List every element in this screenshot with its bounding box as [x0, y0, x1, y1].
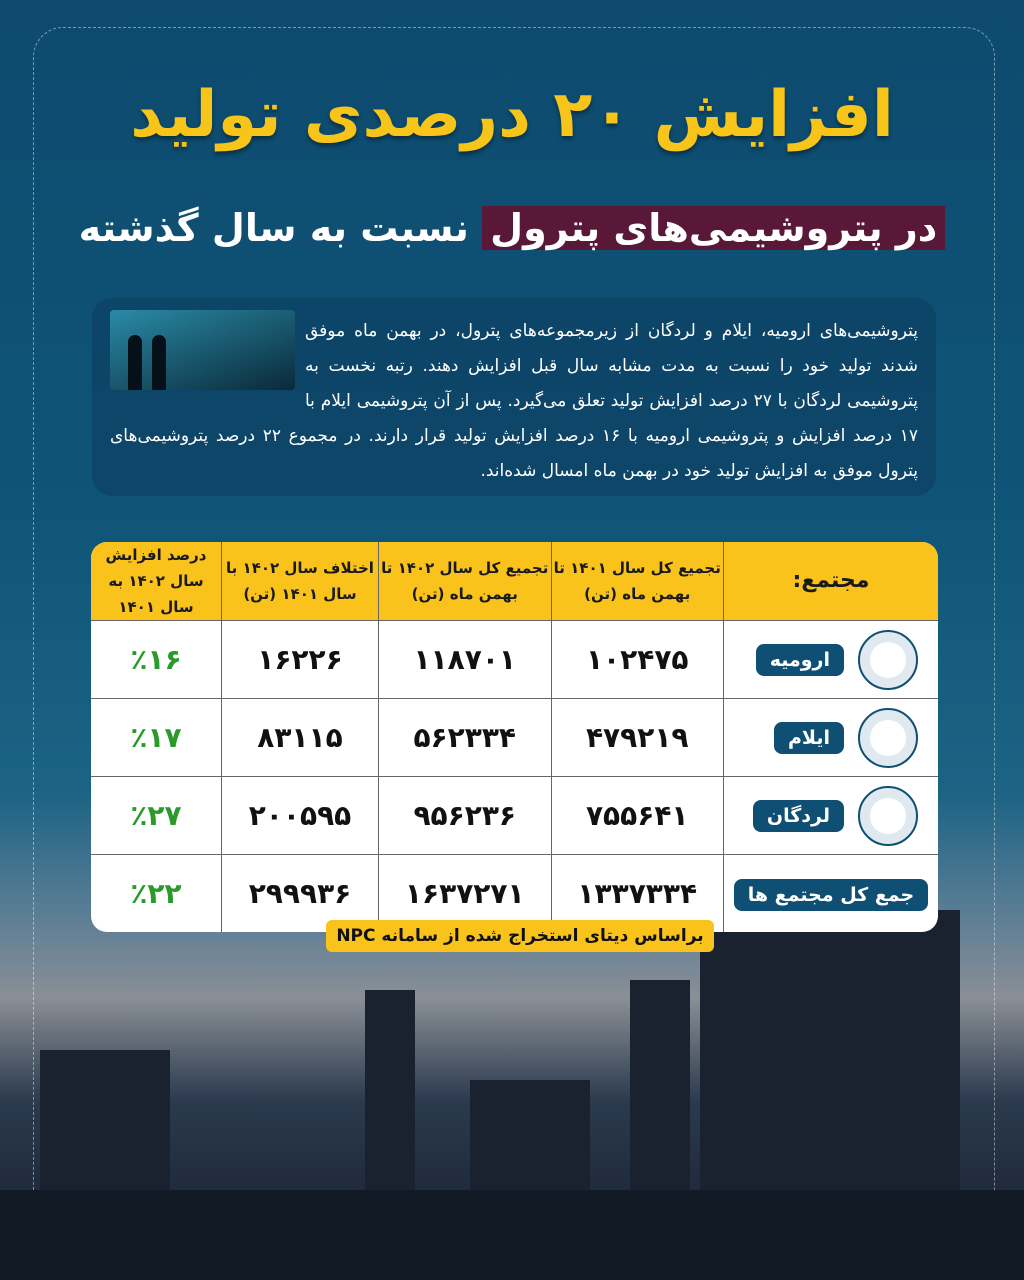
complex-name: جمع کل مجتمع ها — [734, 879, 929, 911]
value-1401: ۱۰۲۴۷۵ — [551, 620, 724, 698]
complex-cell — [723, 620, 938, 698]
subtitle-rest: نسبت به سال گذشته — [78, 206, 469, 250]
header-pct: درصد افزایش سال ۱۴۰۲ به سال ۱۴۰۱ — [91, 542, 221, 620]
intro-box — [92, 298, 936, 496]
header-1402: تجمیع کل سال ۱۴۰۲ تا بهمن ماه (تن) — [378, 542, 551, 620]
company-logo-icon — [858, 708, 918, 768]
value-pct: ٪۲۷ — [91, 776, 221, 854]
ground — [0, 1190, 1024, 1280]
complex-name: ارومیه — [756, 644, 844, 676]
table-header — [91, 542, 938, 620]
engineers-image — [110, 310, 295, 390]
complex-cell — [723, 776, 938, 854]
value-1401: ۴۷۹۲۱۹ — [551, 698, 724, 776]
value-diff: ۲۹۹۹۳۶ — [221, 854, 378, 932]
value-diff: ۱۶۲۲۶ — [221, 620, 378, 698]
table-row — [91, 620, 938, 698]
value-diff: ۲۰۰۵۹۵ — [221, 776, 378, 854]
value-diff: ۸۳۱۱۵ — [221, 698, 378, 776]
header-complex: مجتمع: — [723, 542, 938, 620]
page-subtitle — [0, 206, 1024, 250]
complex-name: ایلام — [774, 722, 844, 754]
value-pct: ٪۱۶ — [91, 620, 221, 698]
value-pct: ٪۲۲ — [91, 854, 221, 932]
company-logo-icon — [858, 786, 918, 846]
value-pct: ٪۱۷ — [91, 698, 221, 776]
company-logo-icon — [858, 630, 918, 690]
complex-cell — [723, 698, 938, 776]
header-1401: تجمیع کل سال ۱۴۰۱ تا بهمن ماه (تن) — [551, 542, 724, 620]
value-1402: ۱۱۸۷۰۱ — [378, 620, 551, 698]
intro-text: پتروشیمی‌های ارومیه، ایلام و لردگان از زیرمجموعه‌های پترول، در بهمن ماه موفق شدند تولید خود را نسبت به مدت مشابه سال قبل افزایش دهند. رتبه نخست به پتروشیمی لردگان با ۲۷ درصد افزایش تولید تعلق می‌گیرد. پس از آن پتروشیمی ایلام با ۱۷ درصد افزایش و پتروشیمی ارومیه با ۱۶ درصد افزایش تولید قرار دارند. در مجموع ۲۲ درصد پتروشیمی‌های پترول موفق به افزایش تولید خود در بهمن ماه امسال شده‌اند. — [110, 321, 919, 481]
value-1401: ۱۳۳۷۳۳۴ — [551, 854, 724, 932]
production-table — [91, 542, 938, 932]
complex-cell — [723, 854, 938, 932]
value-1402: ۹۵۶۲۳۶ — [378, 776, 551, 854]
page-title: افزایش ۲۰ درصدی تولید — [130, 78, 894, 152]
subtitle-highlight: در پتروشیمی‌های پترول — [482, 206, 945, 250]
value-1402: ۱۶۳۷۲۷۱ — [378, 854, 551, 932]
table-row — [91, 776, 938, 854]
value-1402: ۵۶۲۳۳۴ — [378, 698, 551, 776]
source-note: براساس دیتای استخراج شده از سامانه NPC — [326, 920, 714, 952]
complex-name: لردگان — [753, 800, 844, 832]
header-diff: اختلاف سال ۱۴۰۲ با سال ۱۴۰۱ (تن) — [221, 542, 378, 620]
value-1401: ۷۵۵۶۴۱ — [551, 776, 724, 854]
table-row — [91, 698, 938, 776]
